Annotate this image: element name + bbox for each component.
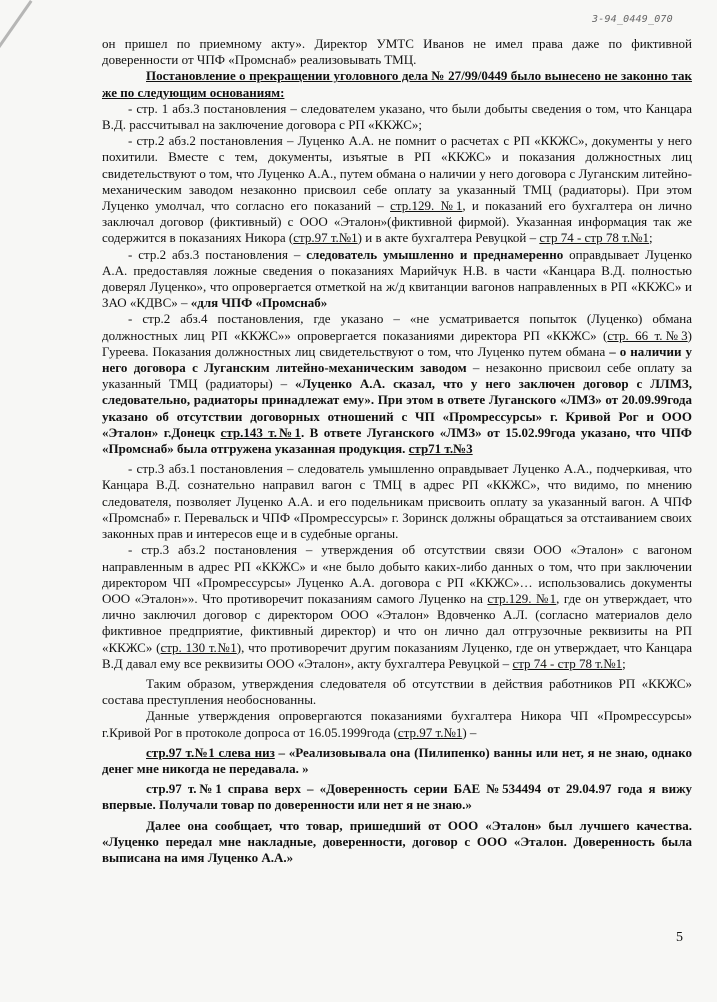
case-reference: стр. 66 т.№3	[607, 327, 688, 343]
text-span: , и показаний его бухгалтера он лично заключал договор (фиктивный) с ООО «Эталон»(фиктивной фирмой). Указанная информация так же содержится в показаниях Никора (	[102, 198, 692, 246]
case-reference: стр.97 т.№1 слева низ	[146, 744, 275, 760]
case-reference: стр71 т.№3	[408, 441, 473, 457]
case-reference: стр.97 т.№1	[397, 724, 463, 740]
paragraph-rebuttal	[102, 708, 692, 740]
quote-etalon	[102, 818, 692, 867]
case-reference: стр.129. №1	[390, 198, 463, 214]
bold-span: следователь умышленно и преднамеренно	[306, 246, 564, 262]
paragraph-page3-par2	[102, 542, 692, 672]
bold-span: . В ответе Луганского «ЛМЗ» от 15.02.99года указано, что ЧПФ «Промснаб» была отгружена указанная продукция.	[102, 424, 692, 457]
paragraph-conclusion: Таким образом, утверждения следователя об отсутствии в действия работников РП «ККЖС» состава преступления необоснованны.	[102, 675, 692, 708]
case-reference: стр 74 - стр 78 т.№1	[512, 655, 623, 671]
text-span: Данные утверждения опровергаются показаниями бухгалтера Никора ЧП «Промрессурсы» г.Кривой Рог в протоколе допроса от 16.05.1999года (	[102, 708, 692, 740]
case-reference: стр.143 т.№1	[220, 424, 301, 440]
text-span: – незаконно присвоил себе оплату за указанный ТМЦ (радиаторы) –	[102, 360, 693, 392]
case-reference: стр. 130 т.№1	[160, 639, 237, 655]
text-span: - стр.3 абз.2 постановления – утверждения об отсутствии связи ООО «Эталон» с вагоном направленным в адрес РП «ККЖС» и «не было добыто каких-либо данных о том, что при заключении директором ЧП «Промрессурсы» Луценко А.А. договора с РП «ККЖС»… использовались документы ООО «Эталон»». Что противоречит показаниям самого Луценко на	[102, 542, 692, 606]
bold-span: – о наличии у него договора с Луганским литейно-механическим заводом	[102, 343, 692, 376]
case-reference: стр.129. №1	[487, 590, 557, 606]
paragraph-page2-par2	[102, 133, 692, 246]
text-span: ;	[622, 655, 626, 671]
text-span: ) и в акте бухгалтера Ревуцкой –	[357, 230, 540, 246]
text-span: - стр.2 абз.3 постановления –	[128, 246, 307, 262]
paragraph-page1-par3: - стр. 1 абз.3 постановления – следователем указано, что были добыты сведения о том, что Канцара В.Д. рассчитывал на заключение договора с РП «ККЖС»;	[102, 100, 692, 133]
text-span: оправдывает Луценко А.А. предоставляя ложные сведения о показаниях Марийчук Н.В. в части «Канцара В.Д. полностью доверял Луценко», что опровергается отметкой на ж/д квитанции вагонов направленных в РП «ККЖС» и ЗАО «КДВС» –	[102, 246, 692, 311]
case-reference: стр 74 - стр 78 т.№1	[539, 230, 650, 246]
text-span: ), что противоречит другим показаниям Луценко, где он утверждает, что Канцара В.Д давал ему все реквизиты ООО «Эталон», акту бухгалтера Ревуцкой –	[102, 639, 692, 671]
document-body	[102, 36, 692, 866]
page-number: 5	[676, 930, 683, 945]
text-span: , где он утверждает, что лично заключил договор с директором ООО «Эталон» Вдовченко А.Л. (согласно материалов дело фиктивное предприятие, фиктивный директор) и что он лично дал отгрузочные реквизиты на РП «ККЖС» (	[102, 590, 692, 655]
bold-span: «Луценко А.А. сказал, что у него заключен договор с ЛЛМЗ, следовательно, радиаторы принадлежат ему». При этом в ответе Луганского «ЛМЗ» от 20.09.99года указано об отсутствии договорных отношений с ЧП «Промрессурсы» г. Кривой Рог и ООО «Эталон» г.Донецк	[102, 376, 692, 440]
scan-artifact-line	[0, 0, 32, 74]
quote-right-top	[102, 781, 692, 813]
paragraph-page2-par3	[102, 247, 692, 312]
section-title: Постановление о прекращении уголовного дела № 27/99/0449 было вынесено не законно так же по следующим основаниям:	[102, 68, 692, 100]
handwritten-file-code: 3-94_0449_070	[592, 14, 673, 25]
bold-quote: стр.97 т.№1 справа верх – «Доверенность серии БАЕ №534494 от 29.04.97 года я вижу впервые. Получали товар по доверенности или нет я не знаю.»	[102, 781, 692, 813]
text-span: - стр.2 абз.2 постановления – Луценко А.А. не помнит о расчетах с РП «ККЖС», документы у него похитили. Вместе с тем, документы, изъятые в РП «ККЖС» и показания должностных лиц свидетельствуют о том, что Луценко А.А., путем обмана о наличии у него договора с Луганским литейно-механическим заводом незаконно присвоил себе оплату за указанный ТМЦ (радиаторы). При этом Луценко умолчал, что согласно его показаний –	[102, 133, 692, 214]
paragraph-page2-par4	[102, 311, 692, 457]
text-span: ) –	[462, 724, 477, 740]
text-span: - стр.2 абз.4 постановления, где указано – «не усматривается попыток (Луценко) обмана должностных лиц РП «ККЖС»» опровергается показаниями директора РП «ККЖС» (	[102, 311, 692, 343]
text-span: ) Гуреева. Показания должностных лиц свидетельствуют о том, что Луценко путем обмана	[102, 327, 692, 359]
quote-left-bottom	[102, 745, 692, 777]
paragraph-page3-par1: - стр.3 абз.1 постановления – следователь умышленно оправдывает Луценко А.А., подчеркивая, что Канцара В.Д. сознательно направил вагон с ТМЦ в адрес РП «ККЖС», что видимо, по мнению следователя, позволяет Луценко А.А. и его подельникам присвоить оплату за указанный вагон. А ЧПФ «Промснаб» г. Перевальск и ЧПФ «Промрессурсы» г. Зоринск должны обращаться за отстаиванием своих законных прав и интересов еще и в судебные органы.	[102, 461, 692, 542]
text-span: ;	[649, 230, 653, 246]
bold-span: «для ЧПФ «Промснаб»	[190, 295, 328, 311]
paragraph-continuation: он пришел по приемному акту». Директор УМТС Иванов не имел права даже по фиктивной доверенности от ЧПФ «Промснаб» реализовывать ТМЦ.	[102, 36, 692, 68]
bold-quote: Далее она сообщает, что товар, пришедший от ООО «Эталон» был лучшего качества. «Луценко передал мне накладные, доверенности, договор с ООО «Эталон. Доверенность была выписана на имя Луценко А.А.»	[102, 817, 692, 865]
case-reference: стр.97 т.№1	[293, 230, 358, 246]
bold-quote: – «Реализовывала она (Пилипенко) ванны или нет, я не знаю, однако денег мне никогда не передавала. »	[102, 744, 692, 776]
